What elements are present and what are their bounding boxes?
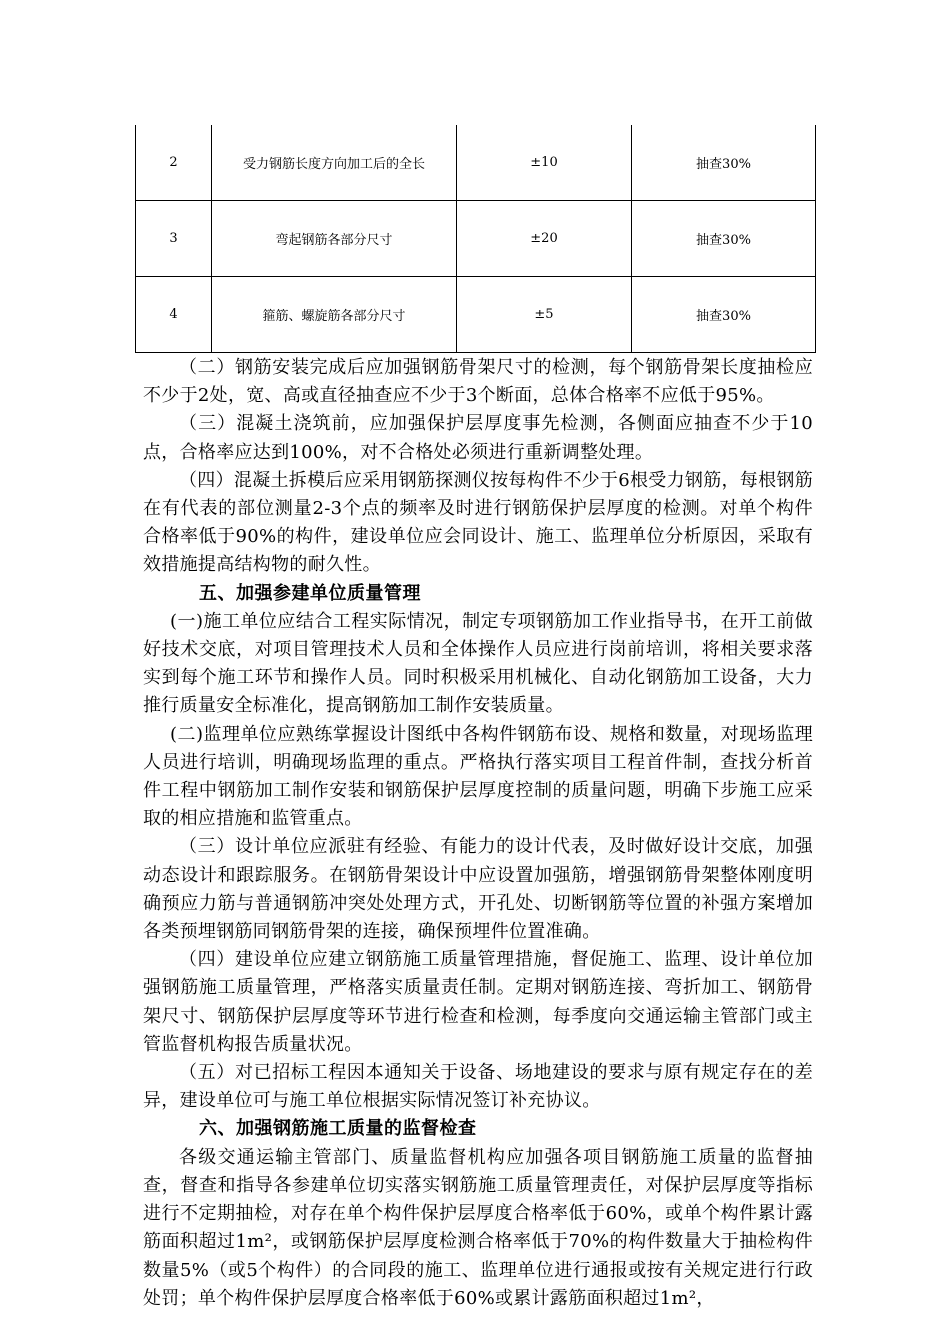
tolerance-value: ±10	[457, 125, 632, 201]
paragraph-supervision-inspection: 各级交通运输主管部门、质量监督机构应加强各项目钢筋施工质量的监督抽查，督查和指导各参建单位切实落实钢筋施工质量管理责任，对保护层厚度等指标进行不定期抽检，对存在单个构件保护层厚度合格率低于60%，或单个构件累计露筋面积超过1m²，或钢筋保护层厚度检测合格率低于70%的构件数量大于抽检构件数量5%（或5个构件）的合同段的施工、监理单位进行通报或按有关规定进行行政处罚；单个构件保护层厚度合格率低于60%或累计露筋面积超过1m²，	[143, 1146, 813, 1309]
paragraph-pre-pour-check: （三）混凝土浇筑前，应加强保护层厚度事先检测，各侧面应抽查不少于10点，合格率应达到100%，对不合格处必须进行重新调整处理。	[143, 413, 813, 463]
section-heading-5: 五、加强参建单位质量管理	[199, 582, 421, 604]
paragraph-rebar-installation: （二）钢筋安装完成后应加强钢筋骨架尺寸的检测，每个钢筋骨架长度抽检应不少于2处，宽、高或直径抽查应不少于3个断面，总体合格率不应低于95%。	[143, 357, 813, 407]
paragraph-owner: （四）建设单位应建立钢筋施工质量管理措施，督促施工、监理、设计单位加强钢筋施工质量管理，严格落实质量责任制。定期对钢筋连接、弯折加工、钢筋骨架尺寸、钢筋保护层厚度等环节进行检查和检测，每季度向交通运输主管部门或主管监督机构报告质量状况。	[143, 949, 813, 1055]
table-row	[136, 201, 816, 277]
check-frequency: 抽查30%	[632, 277, 816, 353]
section-heading-6: 六、加强钢筋施工质量的监督检查	[199, 1118, 477, 1140]
table-row	[136, 277, 816, 353]
paragraph-designer: （三）设计单位应派驻有经验、有能力的设计代表，及时做好设计交底，加强动态设计和跟踪服务。在钢筋骨架设计中应设置加强筋，增强钢筋骨架整体刚度明确预应力筋与普通钢筋冲突处处理方式，开孔处、切断钢筋等位置的补强方案增加各类预埋钢筋同钢筋骨架的连接，确保预埋件位置准确。	[143, 836, 813, 943]
row-number: 3	[136, 201, 212, 277]
paragraph-contractor: (一)施工单位应结合工程实际情况，制定专项钢筋加工作业指导书，在开工前做好技术交底，对项目管理技术人员和全体操作人员应进行岗前培训，将相关要求落实到每个施工环节和操作人员。同时积极采用机械化、自动化钢筋加工设备，大力推行质量安全标准化，提高钢筋加工制作安装质量。	[143, 610, 813, 717]
document-body	[143, 354, 813, 1313]
tolerance-table	[135, 125, 816, 353]
paragraph-supervisor: (二)监理单位应熟练掌握设计图纸中各构件钢筋布设、规格和数量，对现场监理人员进行培训，明确现场监理的重点。严格执行落实项目工程首件制，查找分析首件工程中钢筋加工制作安装和钢筋保护层厚度控制的质量问题，明确下步施工应采取的相应措施和监管重点。	[143, 723, 813, 830]
row-number: 2	[136, 125, 212, 201]
paragraph-post-formwork-check: （四）混凝土拆模后应采用钢筋探测仪按每构件不少于6根受力钢筋，每根钢筋在有代表的部位测量2-3个点的频率及时进行钢筋保护层厚度的检测。对单个构件合格率低于90%的构件，建设单位应会同设计、施工、监理单位分析原因，采取有效措施提高结构物的耐久性。	[143, 469, 813, 576]
check-frequency: 抽查30%	[632, 201, 816, 277]
paragraph-supplementary-agreement: （五）对已招标工程因本通知关于设备、场地建设的要求与原有规定存在的差异，建设单位可与施工单位根据实际情况签订补充协议。	[143, 1062, 813, 1112]
row-number: 4	[136, 277, 212, 353]
item-name: 弯起钢筋各部分尺寸	[212, 201, 457, 277]
tolerance-value: ±20	[457, 201, 632, 277]
table-row	[136, 125, 816, 201]
check-frequency: 抽查30%	[632, 125, 816, 201]
item-name: 受力钢筋长度方向加工后的全长	[212, 125, 457, 201]
item-name: 箍筋、螺旋筋各部分尺寸	[212, 277, 457, 353]
tolerance-value: ±5	[457, 277, 632, 353]
